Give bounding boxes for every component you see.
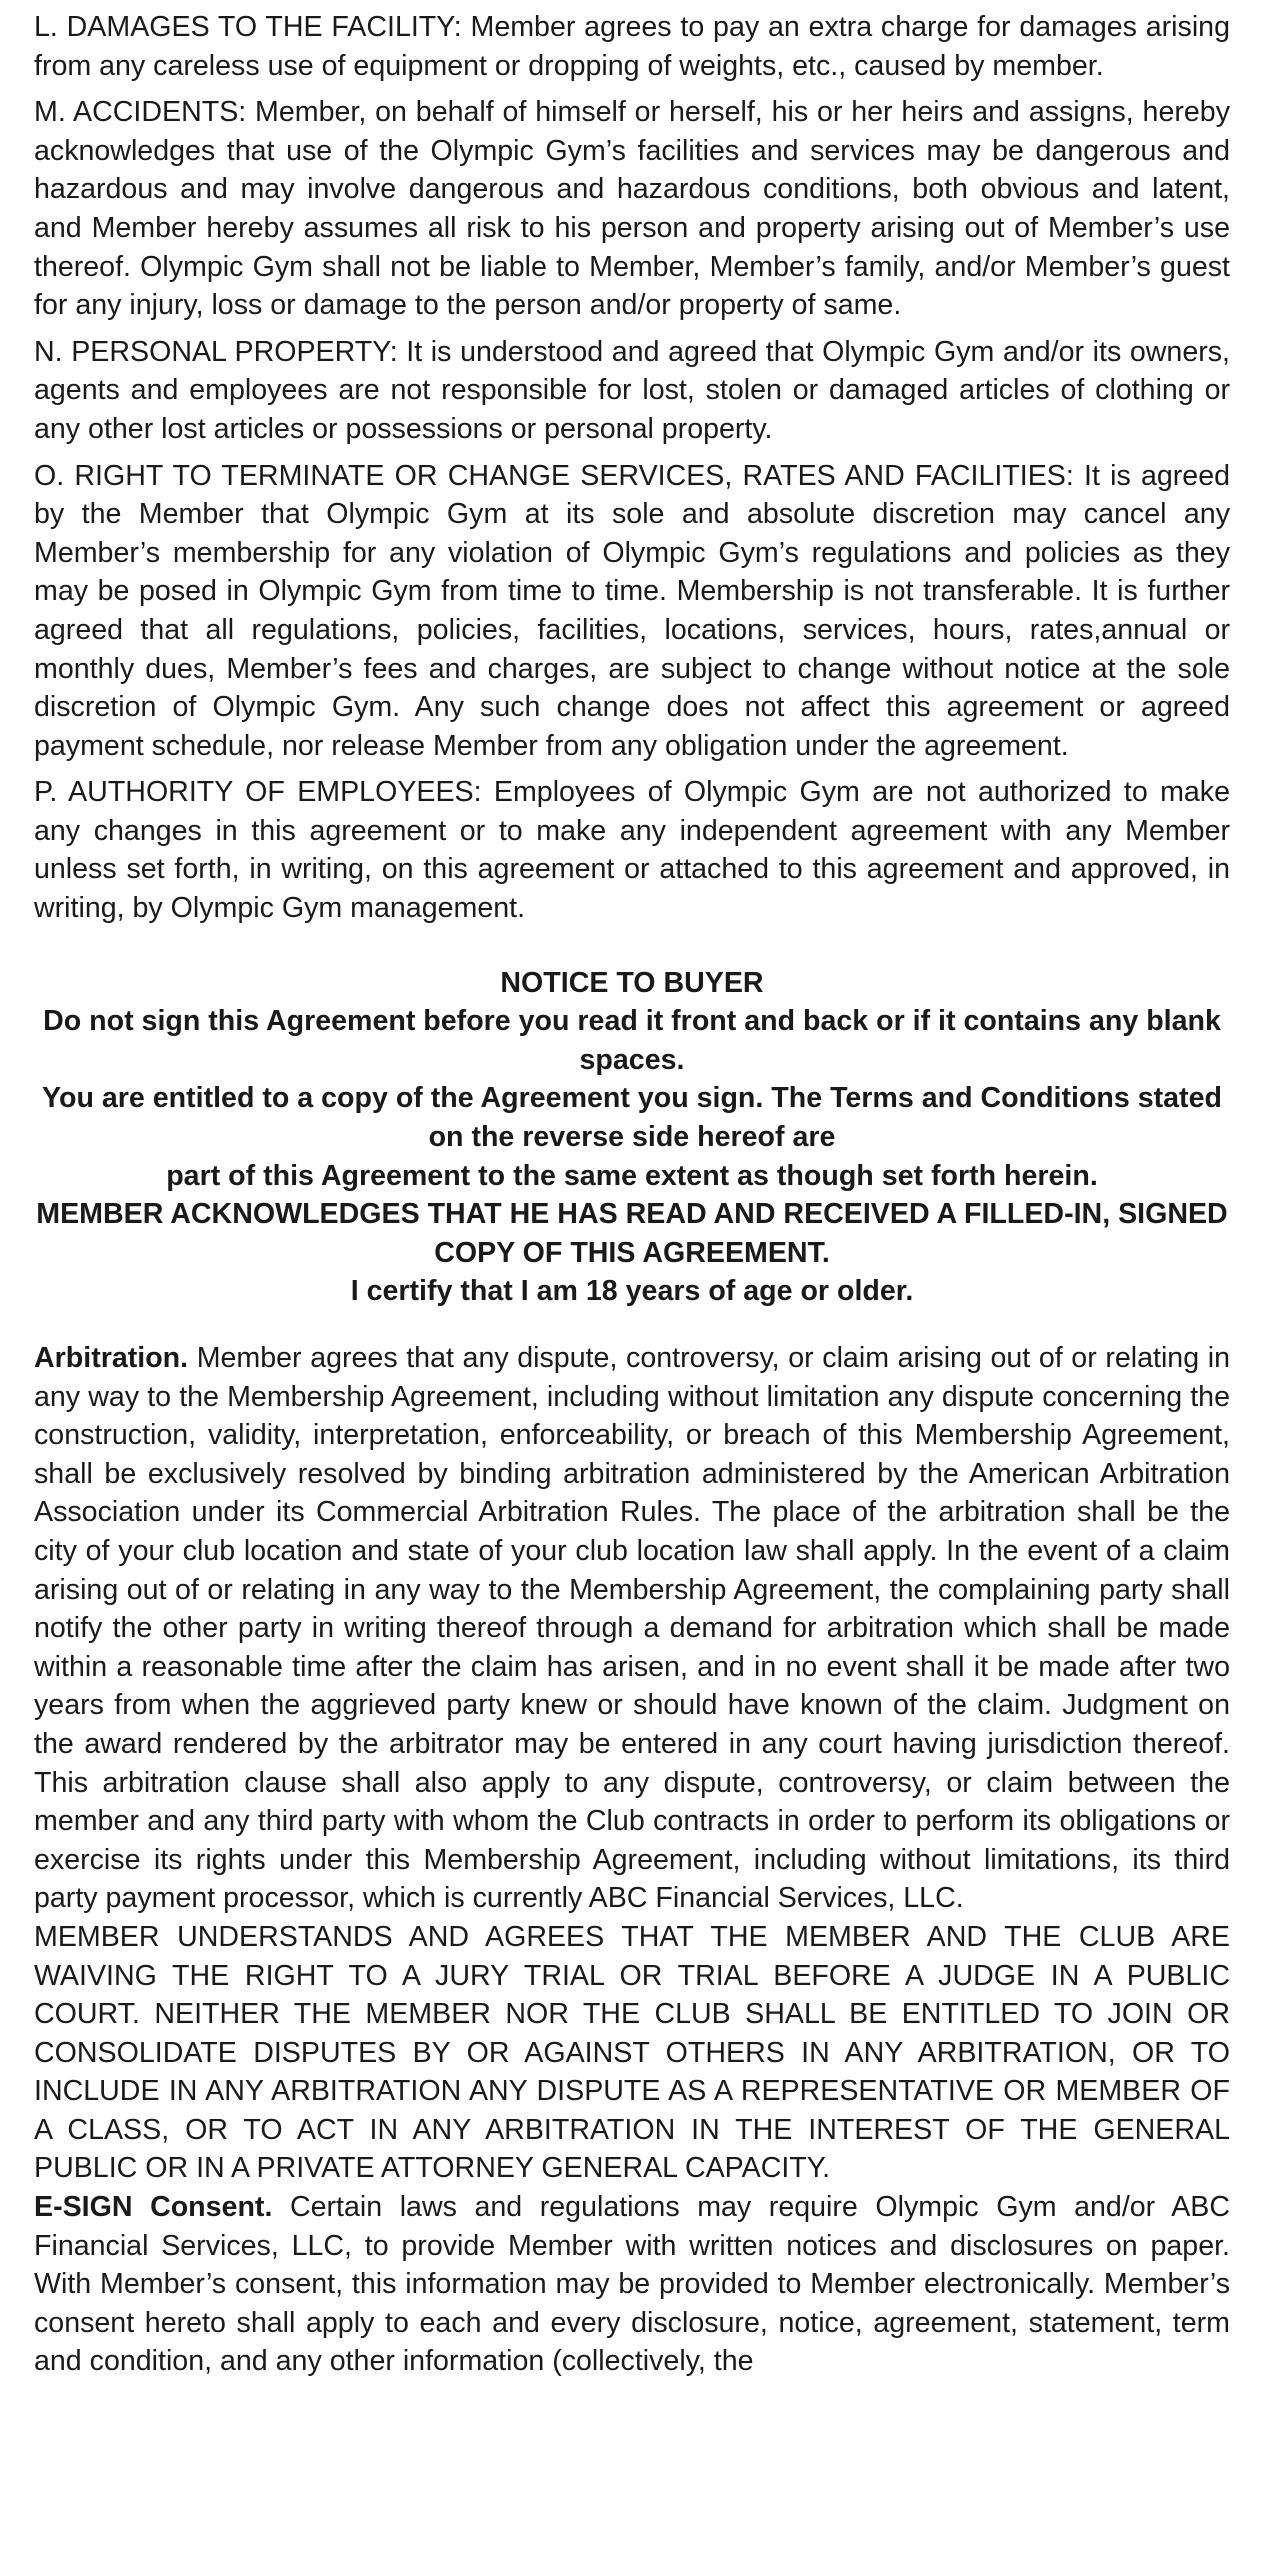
section-personal-property: N. PERSONAL PROPERTY: It is understood and agreed that Olympic Gym and/or its owners, agents and employees are not responsible for lost, stolen or damaged articles of clothing or any other lost articles or possessions or personal property. xyxy=(34,335,1230,445)
notice-title: NOTICE TO BUYER xyxy=(500,966,764,999)
notice-line-1: Do not sign this Agreement before you read it front and back or if it contains any blank spaces. xyxy=(43,1005,1221,1076)
agreement-page xyxy=(34,8,1230,2381)
notice-to-buyer xyxy=(34,964,1230,1311)
section-authority: P. AUTHORITY OF EMPLOYEES: Employees of Olympic Gym are not authorized to make any changes in this agreement or to make any independent agreement with any Member unless set forth, in writing, on this agreement or attached to this agreement and approved, in writing, by Olympic Gym management. xyxy=(34,776,1230,925)
notice-line-5: I certify that I am 18 years of age or older. xyxy=(350,1275,914,1308)
esign-heading: E-SIGN Consent. xyxy=(34,2191,273,2224)
arbitration-body: Member agrees that any dispute, controversy, or claim arising out of or relating in any way to the Membership Agreement, including without limitation any dispute concerning the construction, validity, interpretation, enforceability, or breach of this Membership Agreement, shall be exclusively resolved by binding arbitration administered by the American Arbitration Association under its Commercial Arbitration Rules. The place of the arbitration shall be the city of your club location and state of your club location law shall apply. In the event of a claim arising out of or relating in any way to the Membership Agreement, the complaining party shall notify the other party in writing thereof through a demand for arbitration which shall be made within a reasonable time after the claim has arisen, and in no event shall it be made after two years from when the aggrieved party knew or should have known of the claim. Judgment on the award rendered by the arbitrator may be entered in any court having jurisdiction thereof. This arbitration clause shall also apply to any dispute, controversy, or claim between the member and any third party with whom the Club contracts in order to perform its obligations or exercise its rights under this Membership Agreement, including without limitations, its third party payment processor, which is currently ABC Financial Services, LLC. xyxy=(34,1342,1230,1915)
esign-body: Certain laws and regulations may require Olympic Gym and/or ABC Financial Services, LLC, to provide Member with written notices and disclosures on paper. With Member’s consent, this information may be provided to Member electronically. Member’s consent hereto shall apply to each and every disclosure, notice, agreement, statement, term and condition, and any other information (collectively, the xyxy=(34,2191,1230,2378)
notice-line-3: part of this Agreement to the same extent as though set forth herein. xyxy=(166,1159,1098,1192)
arbitration-waiver: MEMBER UNDERSTANDS AND AGREES THAT THE MEMBER AND THE CLUB ARE WAIVING THE RIGHT TO A JURY TRIAL OR TRIAL BEFORE A JUDGE IN A PUBLIC COURT. NEITHER THE MEMBER NOR THE CLUB SHALL BE ENTITLED TO JOIN OR CONSOLIDATE DISPUTES BY OR AGAINST OTHERS IN ANY ARBITRATION, OR TO INCLUDE IN ANY ARBITRATION ANY DISPUTE AS A REPRESENTATIVE OR MEMBER OF A CLASS, OR TO ACT IN ANY ARBITRATION IN THE INTEREST OF THE GENERAL PUBLIC OR IN A PRIVATE ATTORNEY GENERAL CAPACITY. xyxy=(34,1920,1230,2185)
notice-line-2: You are entitled to a copy of the Agreement you sign. The Terms and Conditions stated on the reverse side hereof are xyxy=(42,1082,1222,1154)
section-damages: L. DAMAGES TO THE FACILITY: Member agrees to pay an extra charge for damages arising from any careless use of equipment or dropping of weights, etc., caused by member. xyxy=(34,11,1230,82)
section-right-to-terminate: O. RIGHT TO TERMINATE OR CHANGE SERVICES, RATES AND FACILITIES: It is agreed by the Member that Olympic Gym at its sole and absolute discretion may cancel any Member’s membership for any violation of Olympic Gym’s regulations and policies as they may be posed in Olympic Gym from time to time. Membership is not transferable. It is further agreed that all regulations, policies, facilities, locations, services, hours, rates,annual or monthly dues, Member’s fees and charges, are subject to change without notice at the sole discretion of Olympic Gym. Any such change does not affect this agreement or agreed payment schedule, nor release Member from any obligation under the agreement. xyxy=(34,459,1230,762)
section-accidents: M. ACCIDENTS: Member, on behalf of himself or herself, his or her heirs and assigns, hereby acknowledges that use of the Olympic Gym’s facilities and services may be dangerous and hazardous and may involve dangerous and hazardous conditions, both obvious and latent, and Member hereby assumes all risk to his person and property arising out of Member’s use thereof. Olympic Gym shall not be liable to Member, Member’s family, and/or Member’s guest for any injury, loss or damage to the person and/or property of same. xyxy=(34,96,1230,322)
arbitration-heading: Arbitration. xyxy=(34,1342,189,1374)
notice-line-4: MEMBER ACKNOWLEDGES THAT HE HAS READ AND RECEIVED A FILLED-IN, SIGNED COPY OF THIS AGREEMENT. xyxy=(36,1198,1228,1269)
arbitration-paragraph xyxy=(34,1339,1230,1918)
esign-paragraph xyxy=(34,2188,1230,2381)
